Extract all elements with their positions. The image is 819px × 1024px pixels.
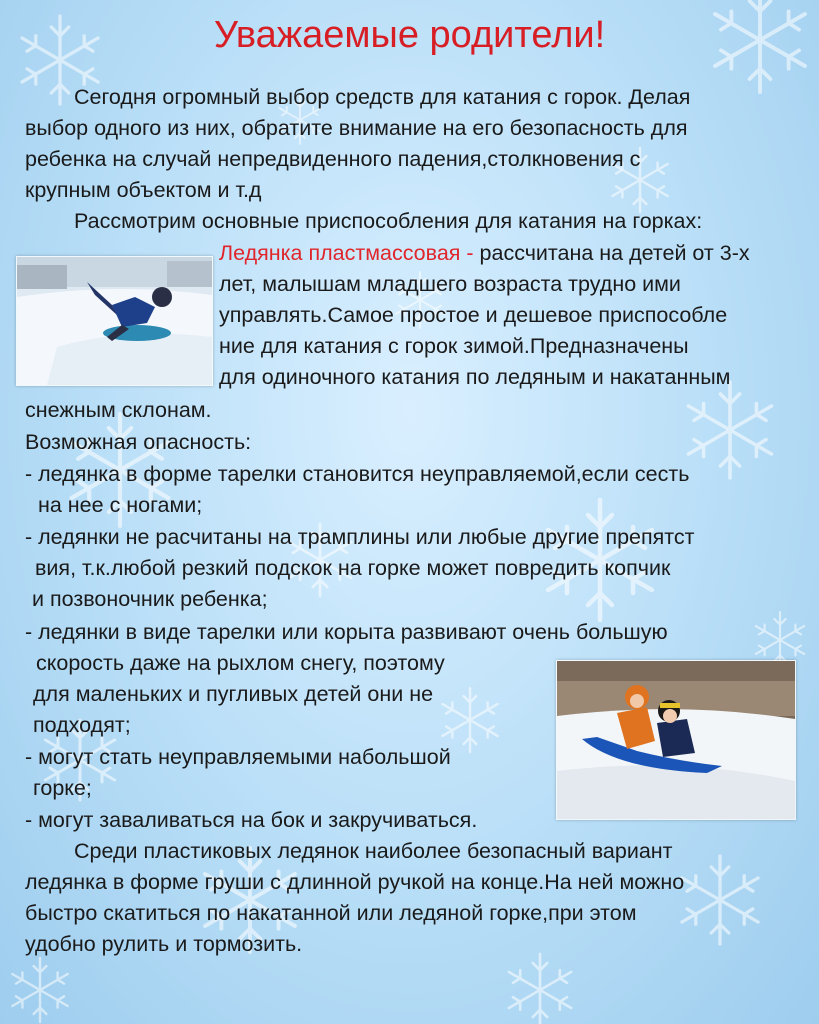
conclusion-line: ледянка в форме груши с длинной ручкой на конце.На ней можно [25,870,685,894]
item-line: снежным склонам. [25,398,212,422]
conclusion-line: быстро скатиться по накатанной или ледяной горке,при этом [25,901,637,925]
page-title: Уважаемые родители! [213,14,606,56]
sled-photo-kids [556,660,796,820]
conclusion-line: Среди пластиковых ледянок наиболее безопасный вариант [74,839,673,863]
intro-line: крупным объектом и т.д [25,178,262,202]
danger-title: Возможная опасность: [25,430,252,454]
danger-line: на нее с ногами; [38,493,203,517]
item-first-line [219,238,750,269]
item-line: для одиночного катания по ледяным и накатанным [219,365,731,389]
item-line: лет, малышам младшего возраста трудно ими [219,272,681,296]
danger-line: - ледянки в виде тарелки или корыта развивают очень большую [25,620,668,644]
intro-line: выбор одного из них, обратите внимание на его безопасность для [25,116,688,140]
danger-line: горке; [33,776,92,800]
danger-line: скорость даже на рыхлом снегу, поэтому [36,651,445,675]
danger-line: - ледянки не расчитаны на трамплины или любые другие препятст [25,525,695,549]
item-line: рассчитана на детей от 3-х [473,241,750,265]
sled-photo-child [16,256,213,386]
danger-line: - могут стать неуправляемыми набольшой [25,745,451,769]
danger-line: и позвоночник ребенка; [32,587,268,611]
danger-line: вия, т.к.любой резкий подскок на горке может повредить копчик [35,556,671,580]
danger-line: подходят; [33,713,131,737]
item-highlight: Ледянка пластмассовая - [219,241,474,265]
danger-line: - могут заваливаться на бок и закручиваться. [25,808,478,832]
conclusion-line: удобно рулить и тормозить. [25,932,303,956]
item-line: управлять.Самое простое и дешевое приспособле [219,303,728,327]
item-line: ние для катания с горок зимой.Предназначены [219,334,689,358]
danger-line: для маленьких и пугливых детей они не [33,682,434,706]
section-lead: Рассмотрим основные приспособления для катания на горках: [74,209,703,233]
intro-line: Сегодня огромный выбор средств для катания с горок. Делая [74,85,691,109]
danger-line: - ледянка в форме тарелки становится неуправляемой,если сесть [25,462,690,486]
intro-line: ребенка на случай непредвиденного падения,столкновения с [25,147,641,171]
